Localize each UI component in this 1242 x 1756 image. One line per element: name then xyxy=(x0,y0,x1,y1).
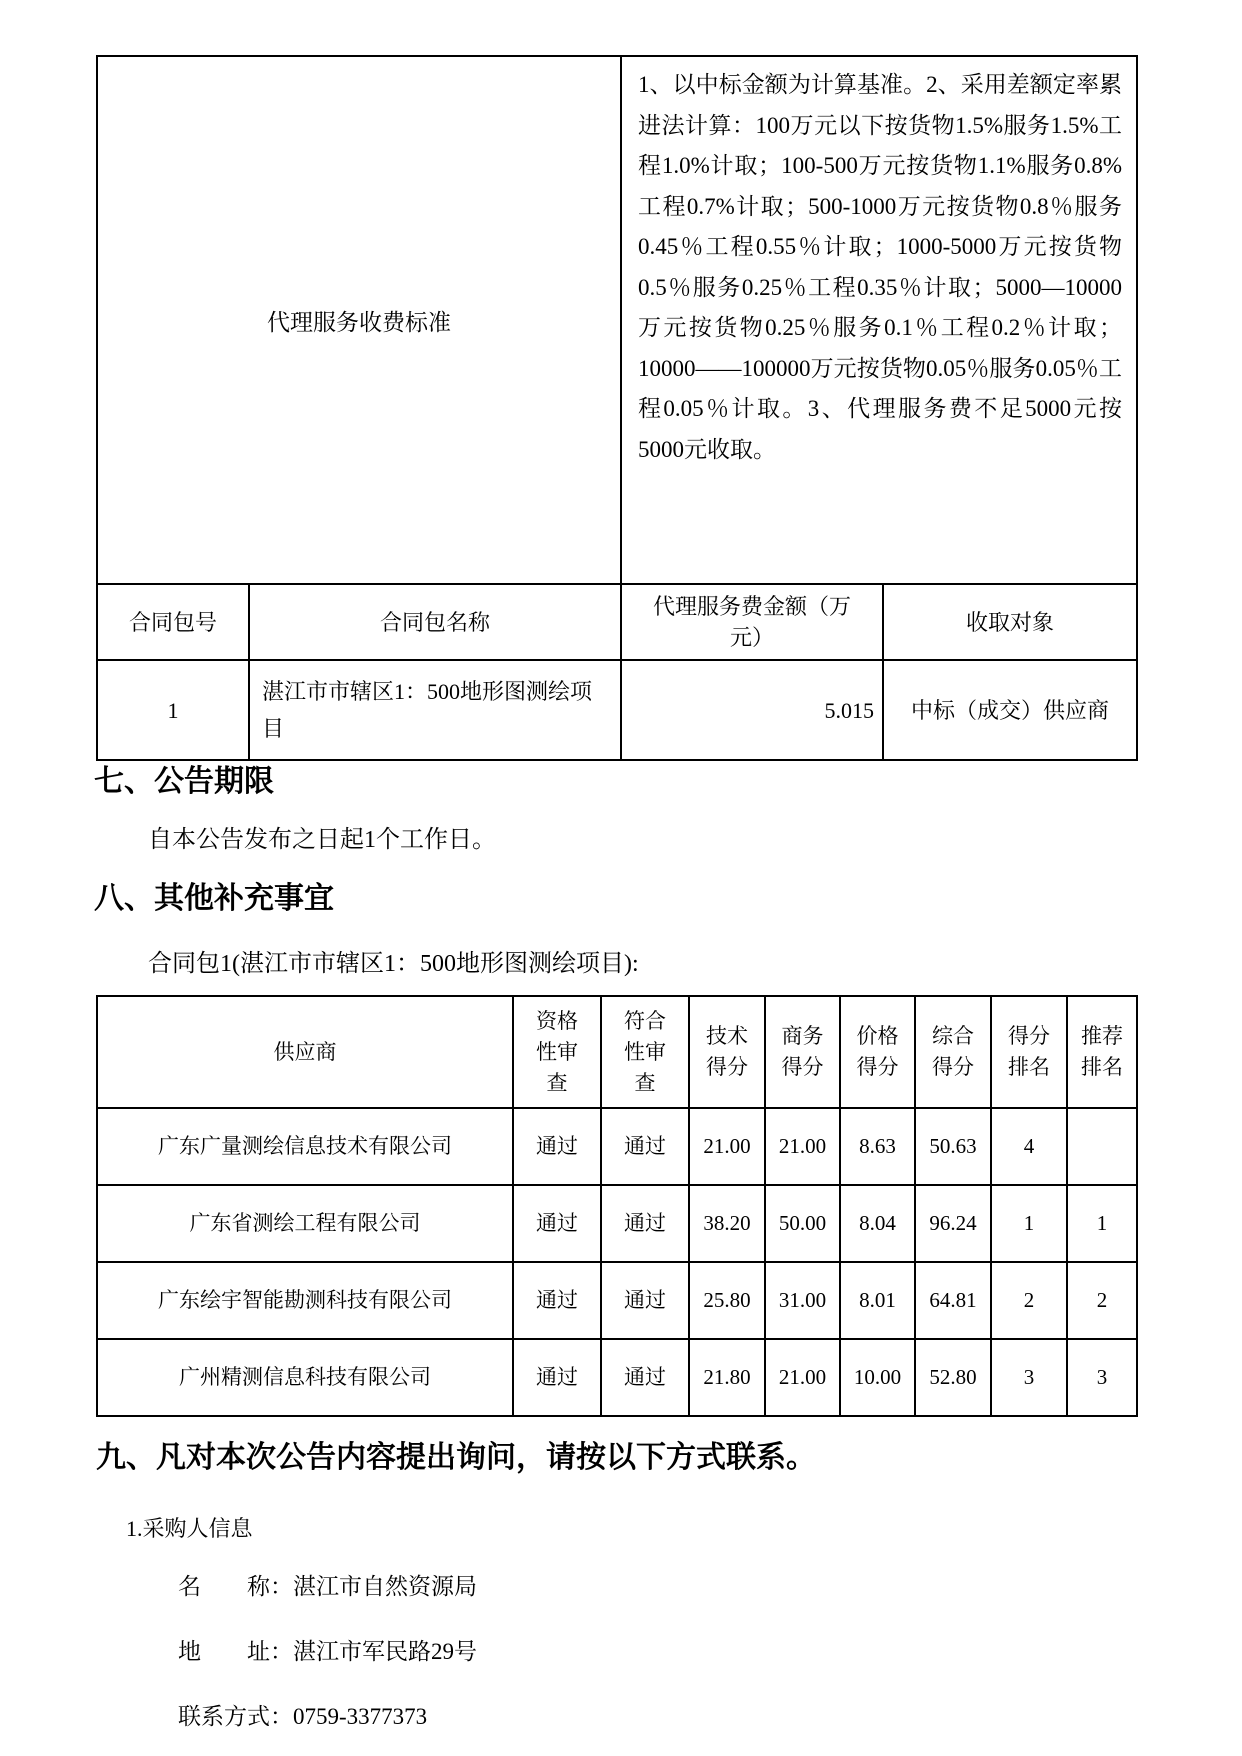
qualification-result: 通过 xyxy=(513,1339,601,1416)
header-score-rank: 得分排名 xyxy=(991,996,1067,1108)
section-eight-body: 合同包1(湛江市市辖区1：500地形图测绘项目): xyxy=(148,951,639,977)
section-nine-heading: 九、凡对本次公告内容提出询问，请按以下方式联系。 xyxy=(96,1441,816,1474)
price-score: 10.00 xyxy=(840,1339,915,1416)
section-seven-heading: 七、公告期限 xyxy=(94,765,274,798)
supplier-score-table xyxy=(96,995,1138,1417)
technical-score: 25.80 xyxy=(689,1262,765,1339)
business-score: 21.00 xyxy=(765,1339,840,1416)
conformity-result: 通过 xyxy=(601,1339,689,1416)
fee-table xyxy=(96,55,1138,761)
score-row-3 xyxy=(97,1262,1137,1339)
qualification-result: 通过 xyxy=(513,1262,601,1339)
supplier-name: 广州精测信息科技有限公司 xyxy=(97,1339,513,1416)
score-row-1 xyxy=(97,1108,1137,1185)
purchaser-address-line: 地 址：湛江市军民路29号 xyxy=(178,1639,477,1664)
header-supplier: 供应商 xyxy=(97,996,513,1108)
header-conformity-review: 符合性审查 xyxy=(601,996,689,1108)
fee-standard-row xyxy=(97,56,1137,584)
qualification-result: 通过 xyxy=(513,1185,601,1262)
recommend-rank xyxy=(1067,1108,1137,1185)
purchaser-info-label: 1.采购人信息 xyxy=(126,1516,253,1541)
business-score: 50.00 xyxy=(765,1185,840,1262)
conformity-result: 通过 xyxy=(601,1108,689,1185)
composite-score: 64.81 xyxy=(915,1262,991,1339)
price-score: 8.01 xyxy=(840,1262,915,1339)
header-technical-score: 技术得分 xyxy=(689,996,765,1108)
technical-score: 38.20 xyxy=(689,1185,765,1262)
purchaser-contact-line: 联系方式：0759-3377373 xyxy=(178,1704,428,1729)
purchaser-name-line: 名 称：湛江市自然资源局 xyxy=(178,1574,477,1599)
header-qualification-review: 资格性审查 xyxy=(513,996,601,1108)
composite-score: 50.63 xyxy=(915,1108,991,1185)
header-fee-amount: 代理服务费金额（万元） xyxy=(621,584,883,660)
header-composite-score: 综合得分 xyxy=(915,996,991,1108)
fee-amount-cell: 5.015 xyxy=(621,660,883,760)
price-score: 8.04 xyxy=(840,1185,915,1262)
supplier-name: 广东广量测绘信息技术有限公司 xyxy=(97,1108,513,1185)
score-row-4 xyxy=(97,1339,1137,1416)
header-business-score: 商务得分 xyxy=(765,996,840,1108)
composite-score: 52.80 xyxy=(915,1339,991,1416)
technical-score: 21.80 xyxy=(689,1339,765,1416)
header-recommend-rank: 推荐排名 xyxy=(1067,996,1137,1108)
price-score: 8.63 xyxy=(840,1108,915,1185)
section-eight-heading: 八、其他补充事宜 xyxy=(94,882,334,915)
score-rank: 4 xyxy=(991,1108,1067,1185)
supplier-name: 广东省测绘工程有限公司 xyxy=(97,1185,513,1262)
package-header-row xyxy=(97,584,1137,660)
business-score: 31.00 xyxy=(765,1262,840,1339)
header-package-no: 合同包号 xyxy=(97,584,249,660)
conformity-result: 通过 xyxy=(601,1185,689,1262)
package-no-cell: 1 xyxy=(97,660,249,760)
business-score: 21.00 xyxy=(765,1108,840,1185)
score-rank: 3 xyxy=(991,1339,1067,1416)
recommend-rank: 3 xyxy=(1067,1339,1137,1416)
qualification-result: 通过 xyxy=(513,1108,601,1185)
header-price-score: 价格得分 xyxy=(840,996,915,1108)
fee-standard-text: 1、以中标金额为计算基准。2、采用差额定率累进法计算：100万元以下按货物1.5%服务1.5%工程1.0%计取；100-500万元按货物1.1%服务0.8%工程0.7%计取；500-1000万元按货物0.8％服务0.45％工程0.55％计取；1000-5000万元按货物0.5％服务0.25％工程0.35％计取；5000—10000万元按货物0.25％服务0.1％工程0.2％计取；10000——100000万元按货物0.05％服务0.05％工程0.05％计取。3、代理服务费不足5000元按5000元收取。 xyxy=(621,56,1137,584)
charge-target-cell: 中标（成交）供应商 xyxy=(883,660,1137,760)
section-seven-body: 自本公告发布之日起1个工作日。 xyxy=(148,827,496,853)
score-header-row xyxy=(97,996,1137,1108)
package-data-row xyxy=(97,660,1137,760)
score-rank: 2 xyxy=(991,1262,1067,1339)
conformity-result: 通过 xyxy=(601,1262,689,1339)
score-rank: 1 xyxy=(991,1185,1067,1262)
header-charge-target: 收取对象 xyxy=(883,584,1137,660)
recommend-rank: 1 xyxy=(1067,1185,1137,1262)
header-package-name: 合同包名称 xyxy=(249,584,621,660)
technical-score: 21.00 xyxy=(689,1108,765,1185)
supplier-name: 广东绘宇智能勘测科技有限公司 xyxy=(97,1262,513,1339)
package-name-cell: 湛江市市辖区1：500地形图测绘项目 xyxy=(249,660,621,760)
recommend-rank: 2 xyxy=(1067,1262,1137,1339)
score-row-2 xyxy=(97,1185,1137,1262)
composite-score: 96.24 xyxy=(915,1185,991,1262)
fee-standard-label: 代理服务收费标准 xyxy=(97,56,621,584)
